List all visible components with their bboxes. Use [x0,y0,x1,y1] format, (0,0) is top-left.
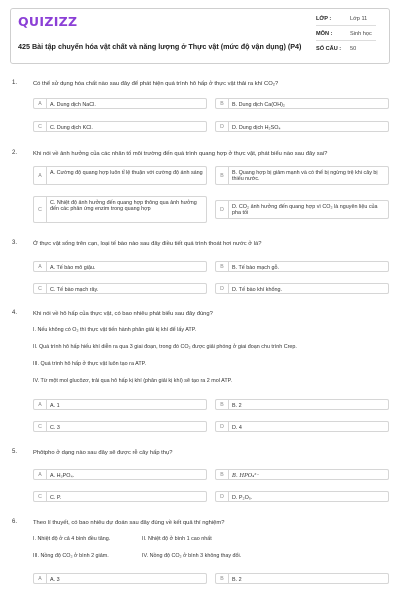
meta-key: SỐ CÂU : [316,46,342,52]
option-text: A. 3 [50,576,60,583]
option-letter: A [34,574,47,583]
worksheet-header [10,8,390,64]
option-letter: C [34,122,47,131]
option-text: D. Tế bào khí khổng. [232,286,282,293]
option-a[interactable] [33,98,207,109]
option-letter: A [34,262,47,271]
option-text: A. Dung dịch NaCl. [50,101,96,108]
option-b[interactable] [215,98,389,109]
option-letter: B [216,262,229,271]
option-d[interactable] [215,283,389,294]
option-letter: B [216,99,229,108]
option-text: A. Cường độ quang hợp luôn tỉ lệ thuận với cường độ ánh sáng [50,169,203,176]
option-letter: A [34,167,47,184]
option-text: D. 4 [232,424,242,431]
option-d[interactable] [215,200,389,219]
option-letter: B [216,574,229,583]
statement: III. Quá trình hô hấp ở thực vật luôn tạo ra ATP. [33,361,147,367]
option-c[interactable] [33,196,207,223]
divider [316,40,376,41]
question-number: 1. [12,80,18,86]
question-text: Theo lí thuyết, có bao nhiêu dự đoán sau đây đúng về kết quả thí nghiệm? [33,520,225,526]
quizizz-logo: QUIZIZZ [18,14,78,29]
option-text: B. 2 [232,576,242,583]
question-number: 6. [12,519,18,525]
option-text: C. Tế bào mạch rây. [50,286,99,293]
option-c[interactable] [33,283,207,294]
question-text: Có thể sử dụng hóa chất nào sau đây để phát hiện quá trình hô hấp ở thực vật thải ra khí CO₂? [33,81,279,87]
question-text: Phôtpho ở dạng nào sau đây sẽ được rễ cây hấp thụ? [33,450,173,456]
option-b[interactable] [215,261,389,272]
option-letter: D [216,492,229,501]
option-text: C. 3 [50,424,60,431]
option-text: C. Dung dịch KCl. [50,124,93,131]
meta-value: 50 [350,46,357,52]
option-a[interactable] [33,573,207,584]
meta-value: Lớp 11 [350,16,368,22]
option-letter: C [34,284,47,293]
option-text: D. Dung dịch H₂SO₄ [232,124,281,131]
option-letter: B [216,470,229,479]
question-number: 4. [12,310,18,316]
option-c[interactable] [33,421,207,432]
question-number: 3. [12,240,18,246]
statement: IV. Từ một mol glucôzơ, trải qua hô hấp kị khí (phân giải kị khí) sẽ tạo ra 2 mol ATP. [33,378,233,384]
statement: II. Quá trình hô hấp hiếu khí diễn ra qua 3 giai đoạn, trong đó CO₂ được giải phóng ở giai đoạn chu trình Crep. [33,344,297,350]
option-text: C. P. [50,494,62,501]
option-letter: A [34,470,47,479]
option-text: A. 1 [50,402,60,409]
option-text: A. H₃PO₄. [50,472,75,479]
option-d[interactable] [215,421,389,432]
divider [316,25,376,26]
option-text: D. CO₂ ảnh hưởng đến quang hợp vì CO₂ là nguyên liệu của pha tối [232,203,378,217]
option-text: B. Tế bào mạch gỗ. [232,264,279,271]
option-a[interactable] [33,166,207,185]
option-d[interactable] [215,491,389,502]
option-b[interactable] [215,399,389,410]
question-number: 5. [12,449,18,455]
question-number: 2. [12,150,18,156]
option-letter: C [34,492,47,501]
option-letter: A [34,99,47,108]
option-a[interactable] [33,469,207,480]
option-letter: B [216,167,229,184]
option-b[interactable] [215,573,389,584]
option-letter: D [216,422,229,431]
question-text: Ở thực vật sống trên cạn, loại tế bào nào sau đây điều tiết quá trình thoát hơi nước ở lá? [33,241,262,247]
option-a[interactable] [33,261,207,272]
statement: II. Nhiệt độ ở bình 1 cao nhất [142,536,212,542]
statement: IV. Nồng độ CO₂ ở bình 3 không thay đổi. [142,553,242,559]
option-text: A. Tế bào mô giậu. [50,264,96,271]
option-text: C. Nhiệt độ ảnh hưởng đến quang hợp thông qua ảnh hưởng đến các phản ứng enzim trong quang hợp [50,199,197,213]
option-c[interactable] [33,491,207,502]
statement: I. Nếu không có O₂ thì thực vật tiến hành phân giải kị khí để lấy ATP. [33,327,197,333]
option-b[interactable] [215,166,389,185]
option-letter: C [34,422,47,431]
option-c[interactable] [33,121,207,132]
option-text: B. Quang hợp bị giảm mạnh và có thể bị ngừng trệ khi cây bị thiếu nước. [232,169,378,183]
option-letter: C [34,197,47,222]
statement: III. Nồng độ CO₂ ở bình 2 giảm. [33,553,109,559]
option-letter: D [216,201,229,218]
option-text: B. HPO₄²⁻ [232,472,260,479]
worksheet-title: 425 Bài tập chuyển hóa vật chất và năng lượng ở Thực vật (mức độ vận dụng) (P4) [18,42,302,51]
option-d[interactable] [215,121,389,132]
option-letter: B [216,400,229,409]
option-letter: D [216,122,229,131]
option-b[interactable] [215,469,389,480]
meta-key: MÔN : [316,31,333,37]
option-a[interactable] [33,399,207,410]
statement: I. Nhiệt độ ở cả 4 bình đều tăng. [33,536,111,542]
option-text: D. P₂O₅. [232,494,253,501]
option-letter: D [216,284,229,293]
option-letter: A [34,400,47,409]
meta-value: Sinh học [350,31,372,37]
option-text: B. Dung dịch Ca(OH)₂ [232,101,286,108]
question-text: Khi nói về ảnh hưởng của các nhân tố môi trường đến quá trình quang hợp ở thực vật, phát biểu nào sau đây sai? [33,151,328,157]
option-text: B. 2 [232,402,242,409]
meta-key: LỚP : [316,16,332,22]
question-text: Khi nói về hô hấp của thực vật, có bao nhiêu phát biểu sau đây đúng? [33,311,213,317]
